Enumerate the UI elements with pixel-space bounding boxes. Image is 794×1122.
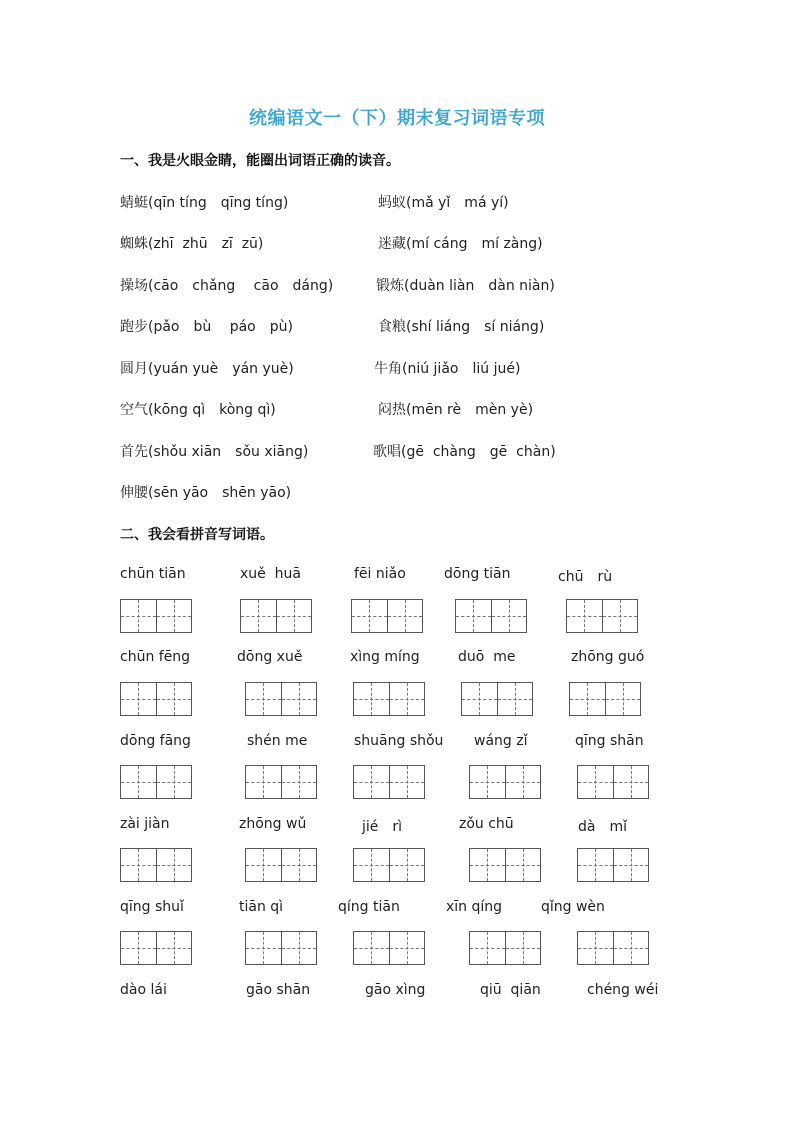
pinyin-label: shén me <box>247 733 308 749</box>
writing-grid[interactable] <box>245 765 317 799</box>
writing-grid[interactable] <box>577 931 649 965</box>
writing-grid[interactable] <box>577 848 649 882</box>
question-item: 空气(kōng qì kòng qì) <box>120 402 276 418</box>
pinyin-label: zài jiàn <box>120 816 170 832</box>
writing-grid[interactable] <box>469 931 541 965</box>
pinyin-label: fēi niǎo <box>354 566 406 582</box>
question-item: 蚂蚁(mǎ yǐ má yí) <box>378 195 509 211</box>
writing-grid[interactable] <box>353 848 425 882</box>
pinyin-label: dōng fāng <box>120 733 191 749</box>
writing-grid[interactable] <box>569 682 641 716</box>
pinyin-label: dōng tiān <box>444 566 511 582</box>
pinyin-label: qiū qiān <box>480 982 541 998</box>
writing-grid[interactable] <box>245 931 317 965</box>
question-item: 牛角(niú jiǎo liú jué) <box>374 361 521 377</box>
pinyin-label: chūn tiān <box>120 566 186 582</box>
question-item: 伸腰(sēn yāo shēn yāo) <box>120 485 292 501</box>
pinyin-label: gāo xìng <box>365 982 426 998</box>
pinyin-label: zhōng wǔ <box>239 816 307 832</box>
pinyin-label: qīng shuǐ <box>120 899 184 915</box>
pinyin-label: wáng zǐ <box>474 733 528 749</box>
writing-grid[interactable] <box>353 931 425 965</box>
question-item: 跑步(pǎo bù páo pù) <box>120 319 293 335</box>
page-title: 统编语文一（下）期末复习词语专项 <box>249 108 545 129</box>
pinyin-label: gāo shān <box>246 982 311 998</box>
writing-grid[interactable] <box>351 599 423 633</box>
pinyin-label: tiān qì <box>239 899 284 915</box>
writing-grid[interactable] <box>245 848 317 882</box>
pinyin-label: chū rù <box>558 569 613 585</box>
writing-grid[interactable] <box>120 931 192 965</box>
pinyin-label: zǒu chū <box>459 816 514 832</box>
pinyin-label: shuāng shǒu <box>354 733 444 749</box>
pinyin-label: chéng wéi <box>587 982 659 998</box>
pinyin-label: dào lái <box>120 982 167 998</box>
question-item: 闷热(mēn rè mèn yè) <box>378 402 534 418</box>
section-2-heading: 二、我会看拼音写词语。 <box>120 527 274 543</box>
writing-grid[interactable] <box>566 599 638 633</box>
pinyin-label: xìng míng <box>350 649 420 665</box>
question-item: 歌唱(gē chàng gē chàn) <box>373 444 556 460</box>
question-item: 迷藏(mí cáng mí zàng) <box>378 236 543 252</box>
writing-grid[interactable] <box>455 599 527 633</box>
writing-grid[interactable] <box>469 848 541 882</box>
pinyin-label: duō me <box>458 649 516 665</box>
writing-grid[interactable] <box>120 765 192 799</box>
question-item: 操场(cāo chǎng cāo dáng) <box>120 278 334 294</box>
writing-grid[interactable] <box>120 848 192 882</box>
pinyin-label: qīng shān <box>575 733 644 749</box>
pinyin-label: qǐng wèn <box>541 899 605 915</box>
pinyin-label: qíng tiān <box>338 899 400 915</box>
writing-grid[interactable] <box>469 765 541 799</box>
question-item: 圆月(yuán yuè yán yuè) <box>120 361 294 377</box>
question-item: 首先(shǒu xiān sǒu xiāng) <box>120 444 309 460</box>
pinyin-label: xuě huā <box>240 566 301 582</box>
writing-grid[interactable] <box>353 682 425 716</box>
writing-grid[interactable] <box>120 599 192 633</box>
writing-grid[interactable] <box>245 682 317 716</box>
pinyin-label: chūn fēng <box>120 649 191 665</box>
question-item: 蜻蜓(qīn tíng qīng tíng) <box>120 195 289 211</box>
question-item: 蜘蛛(zhī zhū zī zū) <box>120 236 264 252</box>
section-1-heading: 一、我是火眼金睛，能圈出词语正确的读音。 <box>120 153 400 169</box>
question-item: 食粮(shí liáng sí niáng) <box>378 319 545 335</box>
pinyin-label: dōng xuě <box>237 649 303 665</box>
writing-grid[interactable] <box>240 599 312 633</box>
writing-grid[interactable] <box>120 682 192 716</box>
pinyin-label: jié rì <box>362 819 403 835</box>
question-item: 锻炼(duàn liàn dàn niàn) <box>376 278 555 294</box>
writing-grid[interactable] <box>461 682 533 716</box>
pinyin-label: xīn qíng <box>446 899 503 915</box>
writing-grid[interactable] <box>353 765 425 799</box>
pinyin-label: zhōng guó <box>571 649 645 665</box>
pinyin-label: dà mǐ <box>578 819 627 835</box>
writing-grid[interactable] <box>577 765 649 799</box>
